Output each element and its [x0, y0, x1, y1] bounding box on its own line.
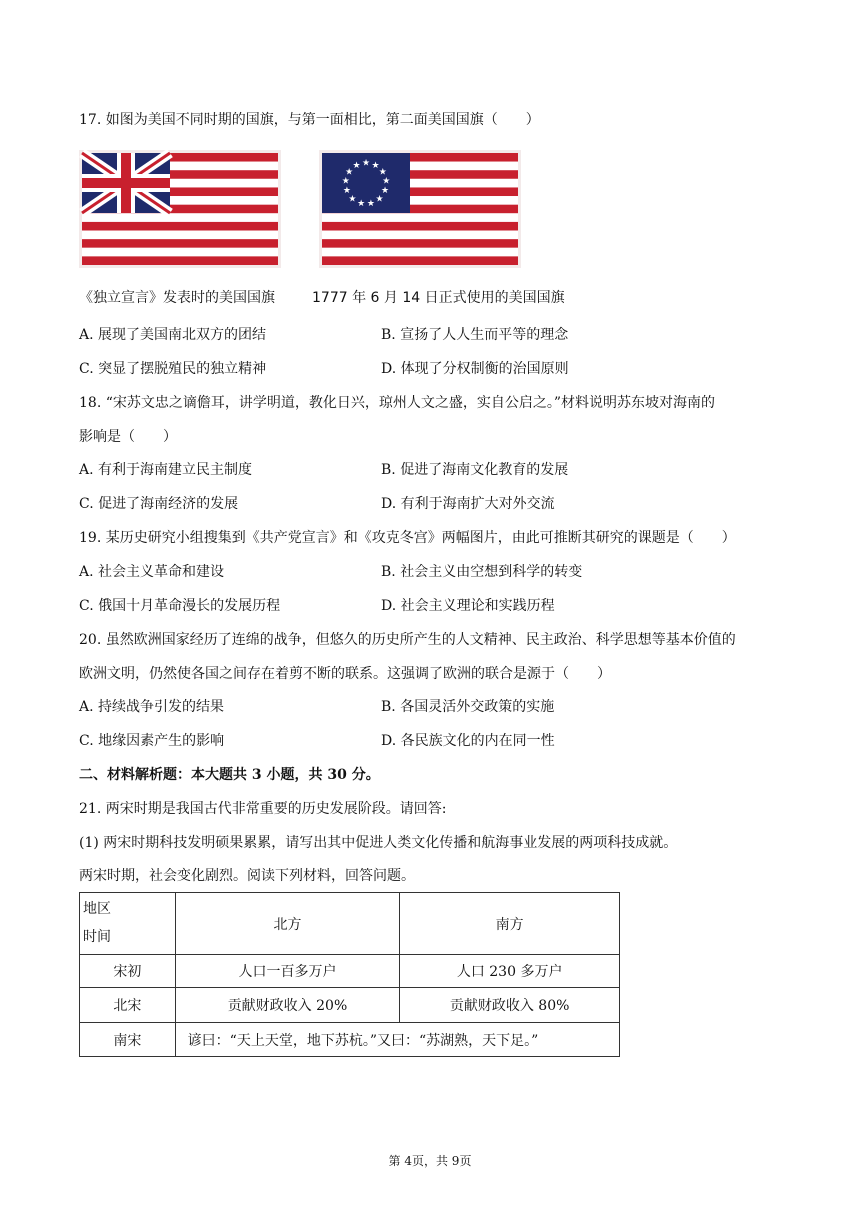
table-cell-time: 南宋: [80, 1023, 176, 1057]
flag-stripe: [82, 256, 278, 265]
q21-sub-question-1: (1) 两宋时期科技发明硕果累累，请写出其中促进人类文化传播和航海事业发展的两项科技成就。: [79, 835, 678, 851]
flag-stripe: [82, 222, 278, 231]
page-footer: 第 4页，共 9页: [388, 1154, 472, 1168]
star-icon: ★: [345, 167, 354, 178]
q18-option-b: B. 促进了海南文化教育的发展: [381, 462, 569, 478]
flag-caption-right: 1777 年 6 月 14 日正式使用的美国国旗: [312, 290, 565, 306]
flag-grand-union-image: [79, 150, 281, 268]
q17-option-d: D. 体现了分权制衡的治国原则: [381, 361, 569, 377]
q20-stem-line2: 欧洲文明，仍然使各国之间存在着剪不断的联系。这强调了欧洲的联合是源于（ ）: [79, 666, 611, 682]
table-cell-south: 贡献财政收入 80%: [400, 988, 620, 1023]
table-cell-north: 贡献财政收入 20%: [175, 988, 400, 1023]
q19-option-b: B. 社会主义由空想到科学的转变: [381, 564, 583, 580]
star-icon: ★: [375, 194, 384, 205]
star-icon: ★: [371, 160, 380, 171]
table-cell-time: 宋初: [80, 955, 176, 988]
flag-stripe: [82, 239, 278, 248]
table-row: [80, 988, 620, 1023]
flag-stripe: [322, 239, 518, 248]
q18-option-c: C. 促进了海南经济的发展: [79, 496, 239, 512]
star-icon: ★: [361, 158, 371, 169]
q20-option-c: C. 地缘因素产生的影响: [79, 733, 225, 749]
q18-option-a: A. 有利于海南建立民主制度: [79, 462, 253, 478]
q17-option-b: B. 宣扬了人人生而平等的理念: [381, 327, 569, 343]
flag-stripe: [82, 231, 278, 240]
table-corner-region-label: 地区: [83, 901, 111, 917]
q21-material-intro: 两宋时期，社会变化剧烈。阅读下列材料，回答问题。: [79, 868, 415, 884]
q17-stem: 17. 如图为美国不同时期的国旗，与第一面相比，第二面美国国旗（ ）: [79, 112, 540, 128]
flag-stripe: [82, 213, 278, 222]
star-icon: ★: [378, 167, 387, 178]
table-corner-cell: [80, 893, 176, 955]
q17-option-a: A. 展现了美国南北双方的团结: [79, 327, 267, 343]
song-dynasty-table: [79, 892, 620, 1057]
flag-betsy-ross-graphic: [319, 150, 521, 268]
q19-option-a: A. 社会主义革命和建设: [79, 564, 225, 580]
star-icon: ★: [341, 176, 350, 187]
star-icon: ★: [357, 198, 366, 209]
flag-stripe: [322, 213, 518, 222]
star-icon: ★: [352, 160, 361, 171]
q21-stem: 21. 两宋时期是我国古代非常重要的历史发展阶段。请回答:: [79, 801, 447, 817]
table-row: [80, 1023, 620, 1057]
flag-caption-left: 《独立宣言》发表时的美国国旗: [79, 290, 275, 306]
table-cell-merged-proverb: 谚曰：“天上天堂，地下苏杭。”又曰：“苏湖熟，天下足。”: [175, 1023, 619, 1057]
flag-stripe: [82, 248, 278, 257]
flag-stripe: [322, 231, 518, 240]
table-row: [80, 955, 620, 988]
q18-stem-line2: 影响是（ ）: [79, 429, 177, 445]
q17-option-c: C. 突显了摆脱殖民的独立精神: [79, 361, 267, 377]
table-corner-time-label: 时间: [83, 929, 111, 945]
star-icon: ★: [366, 198, 375, 209]
q18-stem-line1: 18. “宋苏文忠之谪儋耳，讲学明道，教化日兴，琼州人文之盛，实自公启之。”材料说明苏东坡对海南的: [79, 395, 716, 411]
flag-stripe: [322, 222, 518, 231]
table-header-south: 南方: [400, 893, 620, 955]
q19-stem: 19. 某历史研究小组搜集到《共产党宣言》和《攻克冬宫》两幅图片，由此可推断其研究的课题是（ ）: [79, 530, 736, 546]
star-icon: ★: [382, 176, 391, 187]
star-icon: ★: [348, 194, 357, 205]
section-two-heading: 二、材料解析题：本大题共 3 小题，共 30 分。: [79, 767, 380, 783]
flag-betsy-ross-image: [319, 150, 521, 268]
table-cell-north: 人口一百多万户: [175, 955, 400, 988]
star-icon: ★: [342, 186, 351, 197]
star-icon: ★: [381, 186, 390, 197]
table-cell-south: 人口 230 多万户: [400, 955, 620, 988]
q20-option-d: D. 各民族文化的内在同一性: [381, 733, 555, 749]
q19-option-d: D. 社会主义理论和实践历程: [381, 598, 555, 614]
q18-option-d: D. 有利于海南扩大对外交流: [381, 496, 555, 512]
flag-stripe: [322, 256, 518, 265]
table-cell-time: 北宋: [80, 988, 176, 1023]
union-jack-cross-red: [82, 178, 170, 188]
flag-grand-union-graphic: [79, 150, 281, 268]
q19-option-c: C. 俄国十月革命漫长的发展历程: [79, 598, 281, 614]
flag-stripe: [322, 248, 518, 257]
table-header-row: [80, 893, 620, 955]
q20-option-a: A. 持续战争引发的结果: [79, 699, 225, 715]
q20-option-b: B. 各国灵活外交政策的实施: [381, 699, 555, 715]
q20-stem-line1: 20. 虽然欧洲国家经历了连绵的战争，但悠久的历史所产生的人文精神、民主政治、科学思想等基本价值的: [79, 632, 736, 648]
table-header-north: 北方: [175, 893, 400, 955]
